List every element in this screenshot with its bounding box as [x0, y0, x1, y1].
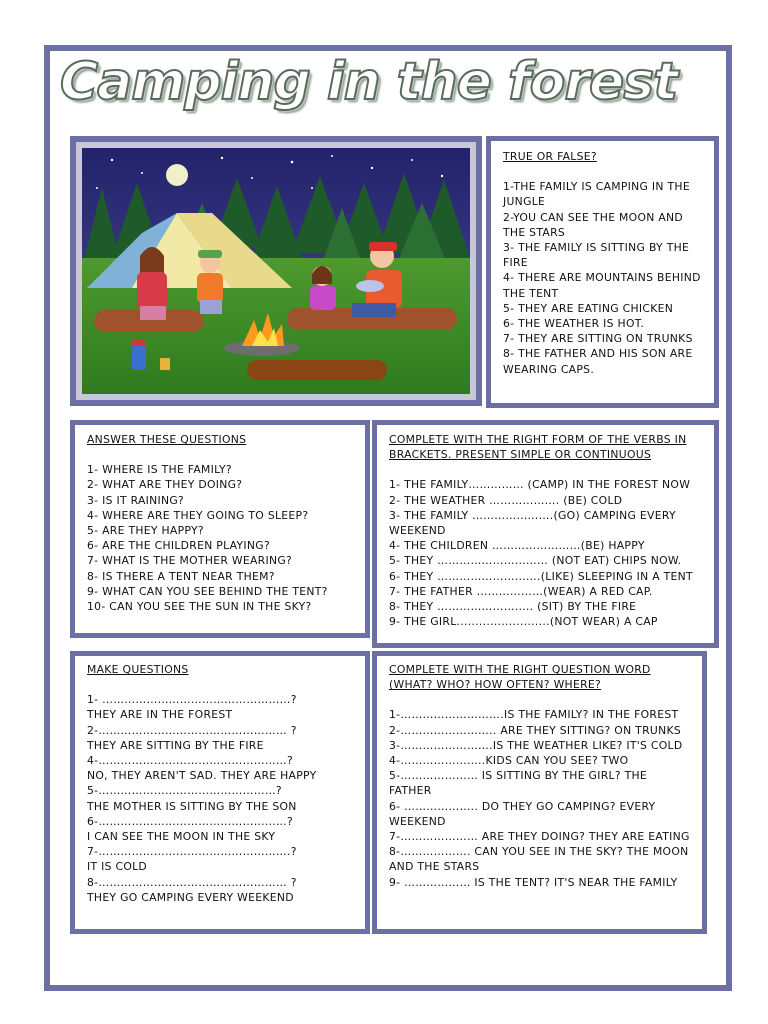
true-false-item: 8- THE FATHER AND HIS SON ARE WEARING CAPS. [503, 347, 693, 376]
page-title: Camping in the forest [60, 52, 678, 112]
answer-question-item: 1- WHERE IS THE FAMILY? [87, 463, 232, 477]
true-false-item: 3- THE FAMILY IS SITTING BY THE FIRE [503, 241, 690, 270]
true-false-item: 4- THERE ARE MOUNTAINS BEHIND THE TENT [503, 271, 701, 300]
verb-item: 1- THE FAMILY…………… (CAMP) IN THE FOREST NOW [389, 478, 691, 492]
make-question-blank: 5-…………………………………………? [87, 784, 282, 798]
true-false-item: 2-YOU CAN SEE THE MOON AND THE STARS [503, 210, 684, 239]
question-word-item: 5-………………… IS SITTING BY THE GIRL? THE FATHER [389, 769, 648, 798]
question-word-heading: COMPLETE WITH THE RIGHT QUESTION WORD (WHAT? WHO? HOW OFTEN? WHERE? [389, 663, 651, 692]
answer-question-item: 8- IS THERE A TENT NEAR THEM? [87, 569, 275, 583]
make-question-answer: THEY GO CAMPING EVERY WEEKEND [87, 890, 294, 904]
make-question-answer: IT IS COLD [87, 860, 148, 874]
verb-item: 8- THEY …………………….. (SIT) BY THE FIRE [389, 600, 637, 614]
answer-question-item: 9- WHAT CAN YOU SEE BEHIND THE TENT? [87, 584, 328, 598]
make-question-blank: 7-…………………………………………….? [87, 845, 297, 859]
answer-questions-heading: ANSWER THESE QUESTIONS [87, 433, 247, 446]
question-word-box [372, 651, 707, 934]
question-word-item: 6- ……………….. DO THEY GO CAMPING? EVERY WEEKEND [389, 799, 656, 828]
verb-item: 6- THEY ……………………….(LIKE) SLEEPING IN A TENT [389, 569, 693, 583]
make-question-blank: 6-……………………………………………? [87, 814, 294, 828]
question-word-item: 1-……………………….IS THE FAMILY? IN THE FOREST [389, 708, 679, 722]
true-false-item: 5- THEY ARE EATING CHICKEN [503, 301, 674, 315]
make-question-blank: 2-…………………………………………… ? [87, 723, 297, 737]
question-word-item: 3-…………………….IS THE WEATHER LIKE? IT'S COLD [389, 738, 683, 752]
make-question-answer: THEY ARE IN THE FOREST [87, 708, 233, 722]
verb-item: 2- THE WEATHER ………………. (BE) COLD [389, 493, 623, 507]
verb-item: 5- THEY ………………………… (NOT EAT) CHIPS NOW. [389, 554, 682, 568]
make-question-answer: I CAN SEE THE MOON IN THE SKY [87, 830, 276, 844]
make-questions-heading: MAKE QUESTIONS [87, 663, 189, 676]
verbs-box [372, 420, 719, 648]
make-question-blank: 1- ……………………………………………? [87, 693, 297, 707]
make-questions-box [70, 651, 370, 934]
make-question-answer: THEY ARE SITTING BY THE FIRE [87, 738, 264, 752]
make-question-answer: THE MOTHER IS SITTING BY THE SON [87, 799, 297, 813]
answer-question-item: 2- WHAT ARE THEY DOING? [87, 478, 243, 492]
verbs-heading: COMPLETE WITH THE RIGHT FORM OF THE VERBS IN BRACKETS. PRESENT SIMPLE OR CONTINUOUS [389, 433, 687, 462]
make-question-blank: 8-…………………………………………… ? [87, 875, 297, 889]
answer-question-item: 6- ARE THE CHILDREN PLAYING? [87, 539, 270, 553]
question-word-item: 9- ……………… IS THE TENT? IT'S NEAR THE FAMILY [389, 875, 678, 889]
answer-questions-box [70, 420, 370, 638]
verb-item: 7- THE FATHER ………………(WEAR) A RED CAP. [389, 584, 653, 598]
answer-question-item: 7- WHAT IS THE MOTHER WEARING? [87, 554, 293, 568]
true-false-item: 7- THEY ARE SITTING ON TRUNKS [503, 332, 693, 346]
question-word-item: 4-…………………..KIDS CAN YOU SEE? TWO [389, 754, 629, 768]
true-false-item: 1-THE FAMILY IS CAMPING IN THE JUNGLE [503, 180, 690, 209]
camping-scene-image [82, 148, 470, 394]
make-question-answer: NO, THEY AREN'T SAD. THEY ARE HAPPY [87, 769, 317, 783]
verb-item: 3- THE FAMILY ………………….(GO) CAMPING EVERY WEEKEND [389, 508, 676, 538]
true-false-item: 6- THE WEATHER IS HOT. [503, 317, 645, 331]
question-word-item: 7-………………… ARE THEY DOING? THEY ARE EATING [389, 830, 690, 844]
question-word-item: 2-…………………….. ARE THEY SITTING? ON TRUNKS [389, 723, 681, 737]
true-false-heading: TRUE OR FALSE? [503, 150, 597, 163]
answer-question-item: 5- ARE THEY HAPPY? [87, 524, 204, 538]
camping-illustration [70, 136, 482, 406]
verb-item: 4- THE CHILDREN ……………………(BE) HAPPY [389, 539, 645, 553]
answer-question-item: 4- WHERE ARE THEY GOING TO SLEEP? [87, 508, 309, 522]
verb-item: 9- THE GIRL.........................(NOT WEAR) A CAP [389, 615, 658, 629]
answer-question-item: 10- CAN YOU SEE THE SUN IN THE SKY? [87, 600, 312, 614]
answer-question-item: 3- IS IT RAINING? [87, 493, 185, 507]
make-question-blank: 4-……………………………………………? [87, 754, 294, 768]
true-false-box [486, 136, 719, 408]
question-word-item: 8-………………. CAN YOU SEE IN THE SKY? THE MOON AND THE STARS [389, 845, 689, 874]
